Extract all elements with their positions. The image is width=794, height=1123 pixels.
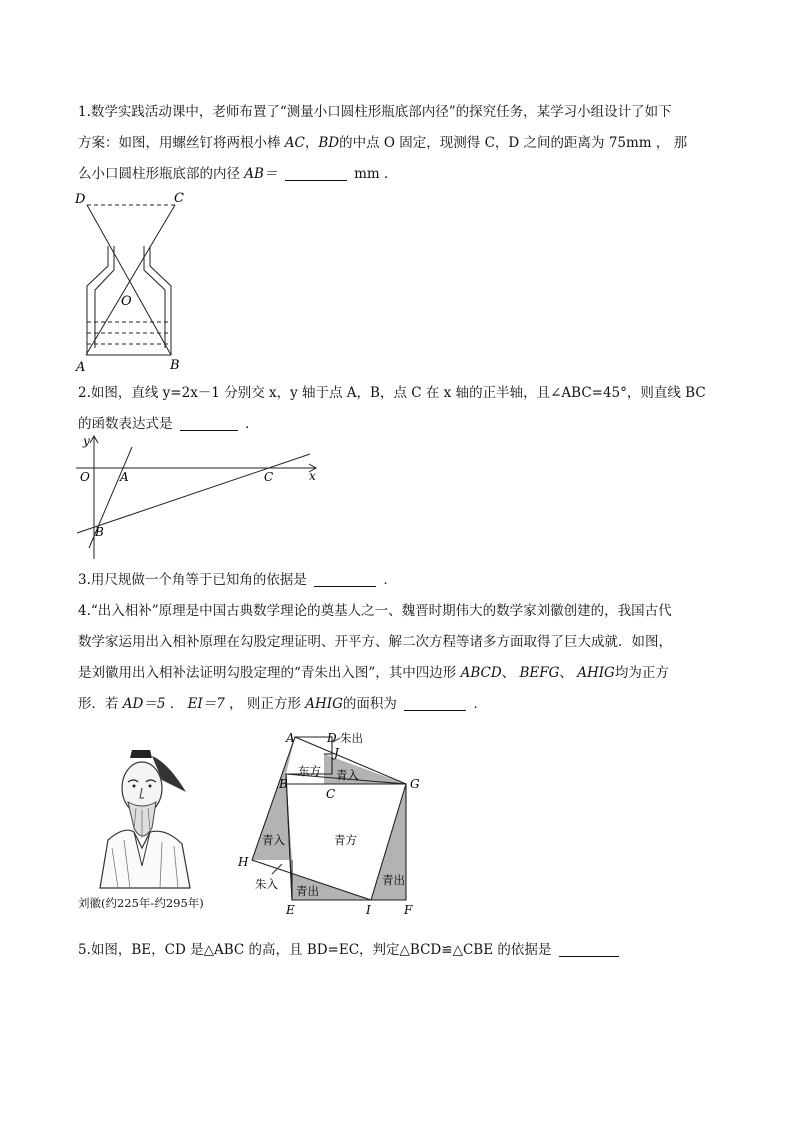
- q2-period: ．: [245, 416, 259, 432]
- q4-region-qing-chu-1: 青出: [296, 884, 319, 898]
- q1-label-b: B: [170, 358, 180, 373]
- q4-line-2: 数学家运用出入相补原理在勾股定理证明、开平方、解二次方程等诸多方面取得了巨大成就．如图，: [78, 634, 672, 650]
- q4-region-zhu-chu: 朱出: [340, 731, 363, 745]
- q2-line-1: 2.如图，直线 y=2x－1 分别交 x，y 轴于点 A，B，点 C 在 x 轴的正半轴，且∠ABC=45°，则直线 BC: [78, 385, 706, 401]
- q4-math-befg: BEFG: [519, 665, 560, 681]
- q3-text: 3.用尺规做一个角等于已知角的依据是: [78, 572, 307, 588]
- q4-label-b: B: [279, 777, 288, 791]
- q1-line-3: [78, 165, 397, 183]
- portrait-caption: 刘徽(约225年-约295年): [78, 896, 204, 910]
- q5-answer-blank[interactable]: [559, 942, 619, 957]
- q4-label-e: E: [286, 903, 295, 917]
- q1-text: 方案：如图，用螺丝钉将两根小棒: [78, 135, 285, 151]
- q1-unit: mm ．: [354, 166, 398, 182]
- q2-label-y: y: [83, 434, 90, 448]
- q3-line-1: [78, 571, 397, 589]
- q1-answer-blank[interactable]: [285, 166, 347, 181]
- q2-label-x: x: [309, 469, 316, 483]
- q1-text: 么小口圆柱形瓶底部的内径: [78, 166, 245, 182]
- q4-line-3: [78, 664, 669, 682]
- q4-sep: 、: [501, 665, 520, 681]
- q4-text: ， 则正方形: [224, 696, 306, 712]
- liu-hui-portrait: [90, 748, 200, 890]
- q1-math-ac: AC: [284, 135, 305, 151]
- q2-label-o: O: [80, 470, 90, 484]
- q1-math-bd: BD: [318, 135, 340, 151]
- q1-label-c: C: [174, 191, 184, 206]
- q4-math-ad: AD＝5: [122, 696, 166, 712]
- q1-math-ab: AB＝: [244, 166, 278, 182]
- q1-line-2: [78, 134, 687, 152]
- q4-label-g: G: [410, 777, 420, 791]
- q2-line-2: [78, 415, 259, 433]
- q4-label-f: F: [404, 903, 413, 917]
- q4-line-4: [78, 695, 487, 713]
- q4-text: 形．若: [78, 696, 123, 712]
- q4-region-dong-fang: 东方: [298, 764, 321, 778]
- q4-math-ahig: AHIG: [305, 696, 343, 712]
- q4-label-i: I: [366, 903, 371, 917]
- q4-sep: 、: [559, 665, 578, 681]
- q4-math-abcd: ABCD: [460, 665, 502, 681]
- q1-text: 的中点 O 固定，现测得 C，D 之间的距离为 75mm ， 那: [339, 135, 688, 151]
- q4-label-h: H: [238, 855, 249, 869]
- q1-sep: ，: [304, 135, 319, 151]
- q4-region-qing-chu-2: 青出: [382, 873, 405, 887]
- q4-label-d: D: [327, 731, 337, 745]
- q4-label-j: J: [334, 746, 339, 760]
- q4-math-ei: EI＝7: [187, 696, 225, 712]
- q4-text: 均为正方: [614, 665, 669, 681]
- q1-label-a: A: [76, 360, 86, 375]
- q1-label-o: O: [121, 294, 132, 309]
- q4-region-qing-ru-1: 青入: [336, 768, 359, 782]
- q1-bottle-figure: [70, 188, 200, 378]
- q3-period: ．: [383, 572, 397, 588]
- q4-line-1: 4.“出入相补”原理是中国古典数学理论的奠基人之一、魏晋时期伟大的数学家刘徽创建的，我国古代: [78, 603, 672, 619]
- qing-zhu-figure: [230, 728, 430, 922]
- q5-line-1: [78, 941, 622, 959]
- q4-label-a: A: [286, 731, 295, 745]
- q4-answer-blank[interactable]: [404, 696, 466, 711]
- q4-text: 的面积为: [342, 696, 397, 712]
- q4-math-ahig: AHIG: [577, 665, 615, 681]
- q2-label-b: B: [95, 525, 104, 539]
- q4-text: 是刘徽用出入相补法证明勾股定理的“青朱出入图”，其中四边形: [78, 665, 461, 681]
- q2-graph-figure: [70, 433, 330, 563]
- q2-label-a: A: [120, 470, 129, 484]
- q4-text: ．: [165, 696, 188, 712]
- q3-answer-blank[interactable]: [314, 572, 376, 587]
- q4-region-qing-ru-2: 青入: [262, 833, 285, 847]
- q2-answer-blank[interactable]: [180, 416, 238, 431]
- q4-region-qing-fang: 青方: [334, 833, 357, 847]
- q2-text: 的函数表达式是: [78, 416, 173, 432]
- q5-text: 5.如图，BE，CD 是△ABC 的高，且 BD=EC，判定△BCD≌△CBE 的依据是: [78, 942, 552, 958]
- q4-label-c: C: [326, 787, 336, 801]
- q2-label-c: C: [264, 470, 274, 484]
- q1-line-1: 1.数学实践活动课中，老师布置了“测量小口圆柱形瓶底部内径”的探究任务，某学习小组设计了如下: [78, 104, 672, 120]
- q1-label-d: D: [75, 192, 86, 207]
- q4-period: ．: [473, 696, 487, 712]
- q4-region-zhu-ru: 朱入: [255, 877, 278, 891]
